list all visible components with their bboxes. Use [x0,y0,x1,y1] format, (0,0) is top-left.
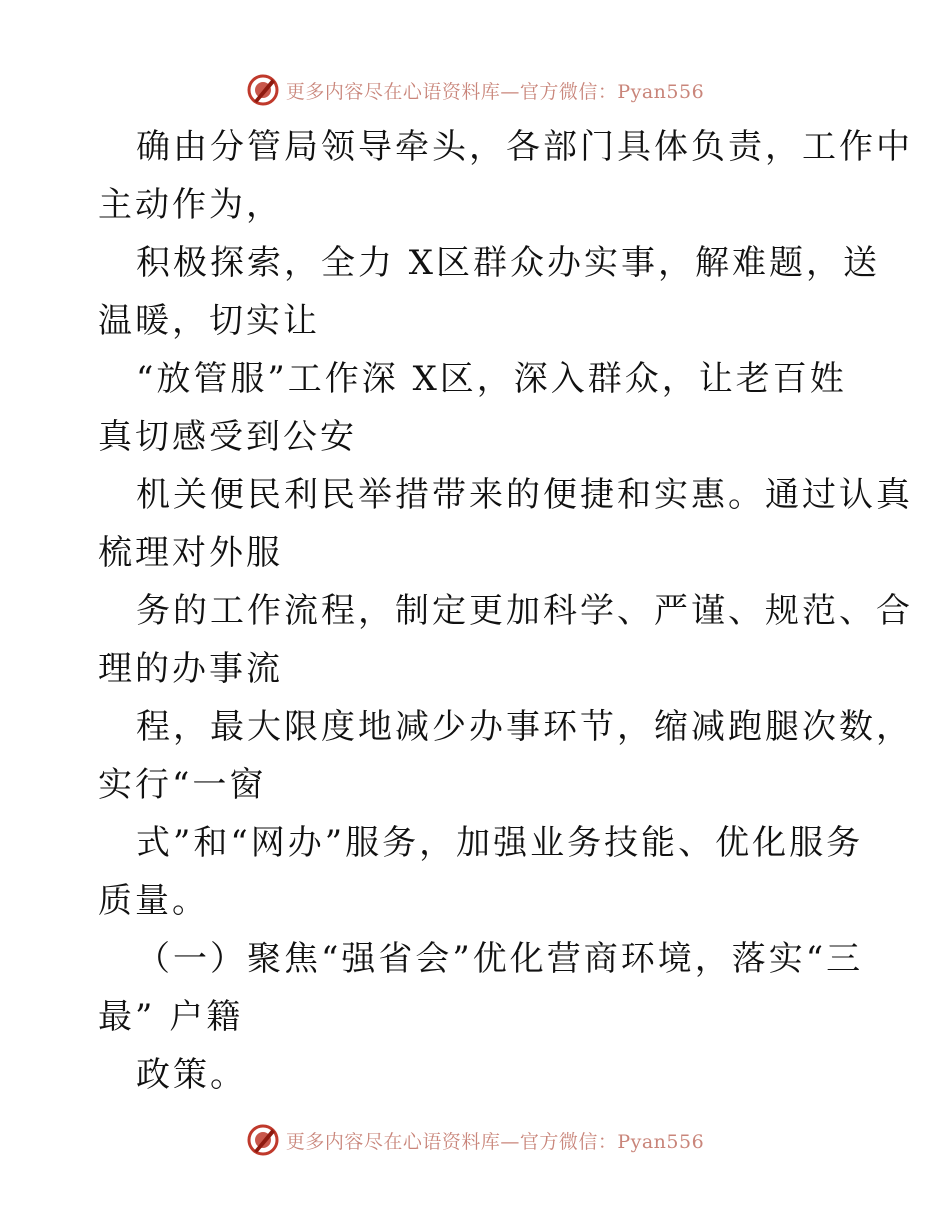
body-line: 程，最大限度地减少办事环节，缩减跑腿次数， [136,707,913,747]
header-watermark-banner [0,70,950,110]
body-line: 温暖，切实让 [98,301,320,341]
body-line: （一）聚焦“强省会”优化营商环境，落实“三 [136,939,864,979]
body-line: 积极探索，全力 X区群众办实事，解难题，送 [136,243,881,283]
body-line: 梳理对外服 [98,533,283,573]
body-line: 政策。 [136,1055,247,1095]
body-line: 实行“一窗 [98,765,267,805]
body-line: “放管服”工作深 X区，深入群众，让老百姓 [136,359,847,399]
body-line: 机关便民利民举措带来的便捷和实惠。通过认真 [136,475,913,515]
body-line: 式”和“网办”服务，加强业务技能、优化服务 [136,823,864,863]
body-line: 确由分管局领导牵头，各部门具体负责，工作中 [136,127,913,167]
footer-watermark-banner [0,1120,950,1160]
quill-seal-icon [246,73,280,107]
body-line: 最” 户籍 [98,997,244,1037]
body-line: 理的办事流 [98,649,283,689]
body-line: 质量。 [98,881,209,921]
footer-watermark-text: 更多内容尽在心语资料库—官方微信：Pyan556 [285,1130,705,1153]
header-watermark-text: 更多内容尽在心语资料库—官方微信：Pyan556 [285,80,705,103]
document-body [98,118,913,1104]
body-line: 务的工作流程，制定更加科学、严谨、规范、合 [136,591,913,631]
quill-seal-icon [246,1123,280,1157]
body-line: 真切感受到公安 [98,417,357,457]
body-line: 主动作为， [98,185,283,225]
